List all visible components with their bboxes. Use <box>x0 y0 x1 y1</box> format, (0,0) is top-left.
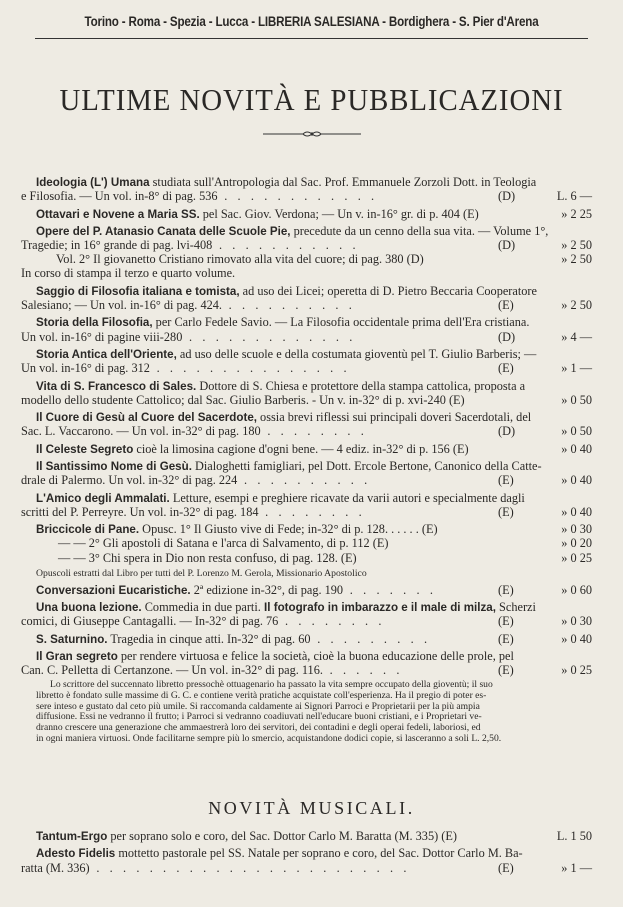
edition-code: (E) <box>498 504 514 519</box>
note-line: sere inteso e gustato dal ceto più umile. Si raccomanda caldamente ai Signori Parroci e Proprietarii per la più ampia <box>36 700 480 712</box>
line-text <box>36 347 536 362</box>
title-bold: S. Saturnino. <box>36 632 108 646</box>
line-text <box>21 505 365 519</box>
leader-dots: . . . . . . . . <box>260 424 368 439</box>
edition-code: (E) <box>498 631 514 646</box>
line-text <box>58 551 357 565</box>
catalogue-line <box>36 632 592 646</box>
line-text <box>21 361 350 375</box>
line-text <box>36 829 457 844</box>
catalogue-line <box>36 379 592 393</box>
line-text <box>21 614 385 628</box>
price: » 0 40 <box>561 441 592 456</box>
line-text <box>56 252 424 266</box>
edition-code: (E) <box>498 663 514 678</box>
title-bold-2: Il fotografo in imbarazzo e il male di milza, <box>260 601 496 615</box>
catalogue-line <box>21 297 592 312</box>
line-text <box>36 224 548 239</box>
catalogue-line <box>36 284 592 298</box>
description: per soprano solo e coro, del Sac. Dottor Carlo M. Baratta (M. 335) (E) <box>107 829 457 843</box>
leader-dots: . . . . . . . . . . . . . <box>182 329 356 344</box>
line-text <box>21 238 359 252</box>
price: » 2 50 <box>561 297 592 312</box>
price: » 0 20 <box>561 536 592 551</box>
title-bold: Il Celeste Segreto <box>36 442 134 456</box>
description: modello dello studente Cattolico; dal Sac. Giulio Barberis. - Un v. in-32° di p. xvi-240 (E) <box>21 392 465 407</box>
description: Un vol. in-16° di pagine viii-280 <box>21 329 183 344</box>
description: Salesiano; — Un vol. in-16° di pag. 424. <box>21 297 222 312</box>
catalogue-line <box>36 522 592 536</box>
page-title: ULTIME NOVITÀ E PUBBLICAZIONI <box>59 82 564 117</box>
price: » 2 50 <box>561 238 592 253</box>
line-text <box>21 861 410 875</box>
catalogue-line <box>36 459 592 473</box>
line-text <box>36 410 531 425</box>
description: studiata sull'Antropologia dal Sac. Prof. Emmanuele Zorzoli Dott. in Teologia <box>149 175 537 189</box>
description: per Carlo Fedele Savio. — La Filosofia occidentale prima dell'Era cristiana. <box>152 315 530 330</box>
description: In corso di stampa il terzo e quarto volume. <box>21 266 236 281</box>
edition-code: (E) <box>498 361 514 376</box>
description: Tragedia in cinque atti. In-32° di pag. 60 <box>107 631 311 646</box>
price: » 0 50 <box>561 424 592 439</box>
description: Letture, esempi e preghiere ricavate da varii autori e specialmente dagli <box>169 490 525 505</box>
section-title-music: NOVITÀ MUSICALI. <box>208 798 415 818</box>
catalogue-line <box>21 189 592 204</box>
music-list <box>21 829 592 875</box>
description: Un vol. in-16° di pag. 312 <box>21 361 150 376</box>
line-text <box>36 491 525 506</box>
description: e Filosofia. — Un vol. in-8° di pag. 536 <box>21 189 218 204</box>
description: mottetto pastorale pel SS. Natale per soprano e coro, del Sac. Dottor Carlo M. Ba- <box>115 846 523 861</box>
price: » 0 50 <box>561 392 592 407</box>
description: ad uso dei Licei; operetta di D. Pietro Beccaria Cooperatore <box>239 283 537 298</box>
price: » 0 30 <box>561 614 592 629</box>
title-bold: Una buona lezione. <box>36 601 142 615</box>
title-bold: Briccicole di Pane. <box>36 523 140 537</box>
leader-dots: . . . . . . . . . . . . . . . <box>149 361 351 376</box>
edition-code: (D) <box>498 189 516 204</box>
leader-dots: . . . . . . . . . . . <box>212 238 360 253</box>
title-bold: Vita di S. Francesco di Sales. <box>36 379 197 393</box>
price: » 0 40 <box>561 473 592 488</box>
line-text <box>36 175 536 190</box>
title-bold: Opere del P. Atanasio Canata delle Scuole Pie, <box>36 225 291 239</box>
edition-code: (E) <box>498 582 514 597</box>
line-text <box>36 207 479 222</box>
edition-code: (E) <box>498 614 514 629</box>
line-text <box>36 379 525 394</box>
catalogue-line <box>21 663 592 678</box>
description: pel Sac. Giov. Verdona; — Un v. in-16° gr. di p. 404 (E) <box>199 206 479 221</box>
catalogue-line <box>21 614 592 629</box>
line-text <box>21 330 356 344</box>
description-2: Scherzi <box>495 600 536 615</box>
line-text <box>21 189 378 203</box>
catalogue-line <box>36 410 592 424</box>
edition-code: (D) <box>498 329 516 344</box>
price: » 0 30 <box>561 522 592 537</box>
line-text <box>36 583 437 598</box>
description: — — 3° Chi spera in Dio non resta confuso, di pag. 128. (E) <box>58 550 357 565</box>
note-line: dranno crescere una generazione che ammaestrerà loro dei servitori, dei contadini e degli operai fedeli, laboriosi, ed <box>36 722 481 734</box>
line-text <box>36 846 523 861</box>
catalogue-line <box>36 315 592 329</box>
note-line: libretto è fondato sulle massime di G. C. e contiene verità pratiche acquistate coll'esperienza. Ha il pregio di poter es- <box>36 689 487 701</box>
description: 2ª edizione in-32°, di pag. 190 <box>190 582 344 597</box>
title-bold: Tantum-Ergo <box>36 830 108 843</box>
catalogue-line <box>21 860 592 875</box>
price: » 1 — <box>561 860 592 875</box>
leader-dots: . . . . . . <box>322 663 404 678</box>
price: » 0 40 <box>561 504 592 519</box>
header-rule <box>35 38 588 39</box>
catalogue-line <box>21 266 592 281</box>
description: per rendere virtuosa e felice la società, cioè la buona educazione delle prole, pel <box>117 649 514 664</box>
catalogue-line <box>36 551 592 565</box>
catalogue-line <box>36 829 592 843</box>
publication-list <box>21 175 592 678</box>
leader-dots: . . . . . . . . . . . . . . . . . . . . . . . . <box>89 860 411 875</box>
catalogue-line <box>36 649 592 663</box>
description: ossia brevi riflessi sui principali doveri Sacerdotali, del <box>256 410 532 425</box>
description: Tragedie; in 16° grande di pag. lvi-408 <box>21 238 213 253</box>
description: Commedia in due parti. <box>141 600 261 615</box>
price: » 2 25 <box>561 206 592 221</box>
leader-dots: . . . . . . . <box>343 582 437 597</box>
description: Vol. 2° Il giovanetto Cristiano rimovato alla vita del cuore; di pag. 380 (D) <box>56 252 424 267</box>
catalogue-line <box>36 600 592 614</box>
edition-code: (E) <box>498 473 514 488</box>
note-line: in ogni maniera virtuosi. Onde facilitarne sempre più lo smercio, acquistandone dodici copie, si lasceranno a soli L. 2,50. <box>36 732 502 744</box>
description: Can. C. Pelletta di Certanzone. — Un vol. in-32° di pag. 116. <box>21 663 323 678</box>
line-text <box>36 568 367 579</box>
description: ratta (M. 336) <box>21 860 90 875</box>
description: scritti del P. Perreyre. Un vol. in-32° di pag. 184 <box>21 504 259 519</box>
description: precedute da un cenno della sua vita. — Volume 1°, <box>290 224 549 239</box>
price: » 0 25 <box>561 663 592 678</box>
price: L. 1 50 <box>556 829 592 843</box>
catalogue-line <box>21 329 592 344</box>
line-text <box>36 649 514 664</box>
catalogue-line <box>36 536 592 550</box>
catalogue-line <box>36 568 592 579</box>
catalogue-line <box>36 224 592 238</box>
catalogue-line <box>21 504 592 519</box>
leader-dots: . . . . . . . . <box>258 504 366 519</box>
catalogue-line <box>36 347 592 361</box>
price: » 0 60 <box>561 582 592 597</box>
description: — — 2° Gli apostoli di Satana e l'arca di Salvamento, di p. 112 (E) <box>58 536 389 551</box>
title-bold: Storia della Filosofia, <box>36 316 153 330</box>
description: Dialoghetti famigliari, pel Dott. Ercole Bertone, Canonico della Catte- <box>191 459 542 474</box>
price: L. 6 — <box>556 189 592 204</box>
catalogue-line <box>21 424 592 439</box>
price: » 0 25 <box>561 550 592 565</box>
catalogue-line <box>36 252 592 266</box>
description: Sac. L. Vaccarono. — Un vol. in-32° di pag. 180 <box>21 424 261 439</box>
title-bold: Il Gran segreto <box>36 650 118 664</box>
title-bold: Il Santissimo Nome di Gesù. <box>36 460 192 474</box>
description: comici, di Giuseppe Cantagalli. — In-32° di pag. 76 <box>21 614 279 629</box>
edition-code: (D) <box>498 238 516 253</box>
line-text <box>36 315 529 330</box>
price: » 0 40 <box>561 631 592 646</box>
description: cioè la limosina cagione d'ogni bene. — 4 ediz. in-32° di p. 156 (E) <box>133 441 469 456</box>
title-bold: Ideologia (L') Umana <box>36 176 150 189</box>
line-text <box>21 473 371 487</box>
line-text <box>21 424 367 438</box>
description: ad uso delle scuole e della costumata gioventù pel T. Giulio Barberis; — <box>176 346 537 361</box>
description: drale di Palermo. Un vol. in-32° di pag. 224 <box>21 473 238 488</box>
catalogue-line <box>21 361 592 376</box>
price: » 2 50 <box>561 252 592 267</box>
catalogue-line <box>36 846 592 860</box>
title-bold: Storia Antica dell'Oriente, <box>36 347 177 361</box>
line-text <box>21 663 403 677</box>
leader-dots: . . . . . . . . . <box>310 631 431 646</box>
catalogue-line <box>21 238 592 253</box>
catalogue-line <box>21 392 592 407</box>
line-text <box>58 536 388 550</box>
catalogue-line <box>36 442 592 456</box>
publisher-header: Torino - Roma - Spezia - Lucca - LIBRERIA SALESIANA - Bordighera - S. Pier d'Arena <box>84 14 539 29</box>
line-text <box>21 298 355 312</box>
note-line: diffusione. Essi ne vedranno il frutto; i Parroci si vedranno coadiuvati nell'educare buoni cristiani, e i Proprietari ve- <box>36 711 482 723</box>
title-bold: Ottavari e Novene a Maria SS. <box>36 207 200 221</box>
title-bold: Il Cuore di Gesù al Cuore del Sacerdote, <box>36 411 257 425</box>
line-text <box>36 284 537 299</box>
description: Dottore di S. Chiesa e protettore della stampa cattolica, proposta a <box>196 378 526 393</box>
catalogue-line <box>36 175 592 189</box>
catalogue-line <box>36 491 592 505</box>
line-text <box>21 393 465 407</box>
description: Opuscoli estratti dal Libro per tutti del P. Lorenzo M. Gerola, Missionario Apostolico <box>36 568 367 580</box>
note-line: Lo scrittore del succennato libretto pressochè ottuagenario ha passato la vita sempre occupato della gioventù; il suo <box>50 679 493 690</box>
leader-dots: . . . . . . . . <box>278 614 386 629</box>
line-text <box>36 632 431 647</box>
line-text <box>21 266 235 280</box>
line-text <box>36 522 438 537</box>
catalogue-line <box>21 473 592 488</box>
leader-dots: . . . . . . . . . . <box>237 473 371 488</box>
price: » 1 — <box>561 361 592 376</box>
catalogue-line <box>36 583 592 597</box>
description: Opusc. 1° Il Giusto vive di Fede; in-32° di p. 128. . . . . . (E) <box>139 522 438 537</box>
title-bold: L'Amico degli Ammalati. <box>36 491 170 505</box>
line-text <box>36 600 536 615</box>
leader-dots: . . . . . . . . . . . . <box>217 189 378 204</box>
leader-dots: . . . . . . . . . . <box>221 297 356 312</box>
title-bold: Conversazioni Eucaristiche. <box>36 583 191 597</box>
title-bold: Saggio di Filosofia italiana e tomista, <box>36 284 240 298</box>
title-bold: Adesto Fidelis <box>36 847 116 861</box>
line-text <box>36 442 469 457</box>
ornament-divider <box>263 127 361 141</box>
catalogue-line <box>36 207 592 221</box>
edition-code: (E) <box>498 297 514 312</box>
edition-code: (E) <box>498 860 514 875</box>
price: » 4 — <box>561 329 592 344</box>
author-note <box>36 680 592 745</box>
line-text <box>36 459 542 474</box>
edition-code: (D) <box>498 424 516 439</box>
